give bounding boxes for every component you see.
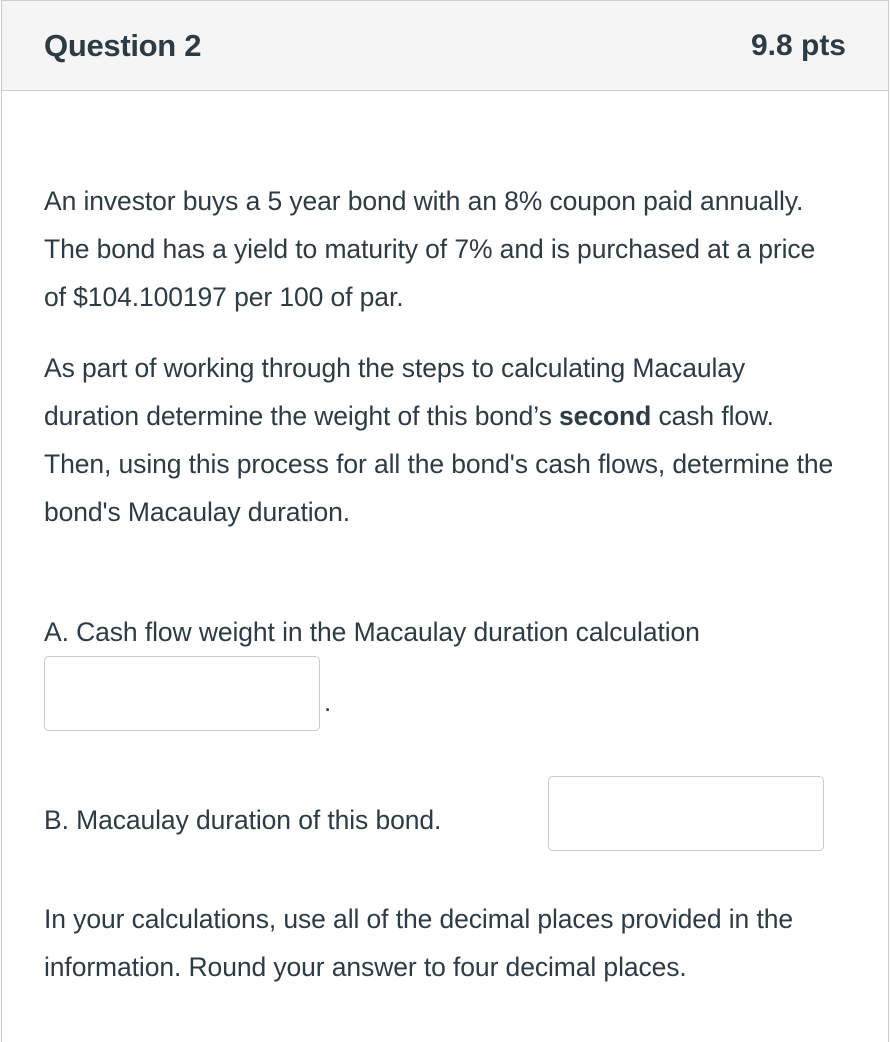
question-header [2,1,888,91]
question-points: 9.8 pts [750,28,846,62]
instructions-text-start: As part of working through the steps to calculating Macaulay duration determine the weight of this bond’s [44,353,746,431]
question-title: Question 2 [44,27,202,63]
instructions-text-end: cash flow. Then, using this process for all the bond's cash flows, determine the bond's Macaulay duration. [44,401,834,527]
question-card [1,0,889,1042]
part-a-answer-input[interactable] [44,656,320,731]
part-a-label: A. Cash flow weight in the Macaulay duration calculation [44,617,700,647]
part-a-period: . [324,687,332,717]
part-b-label: B. Macaulay duration of this bond. [44,805,442,835]
instructions-bold-word: second [559,401,652,431]
rounding-note: In your calculations, use all of the decimal places provided in the information. Round your answer to four decimal places. [44,904,793,982]
question-instructions [44,344,844,536]
part-b-answer-input[interactable] [548,776,824,851]
question-intro: An investor buys a 5 year bond with an 8% coupon paid annually. The bond has a yield to maturity of 7% and is purchased at a price of $104.100197 per 100 of par. [44,186,816,312]
